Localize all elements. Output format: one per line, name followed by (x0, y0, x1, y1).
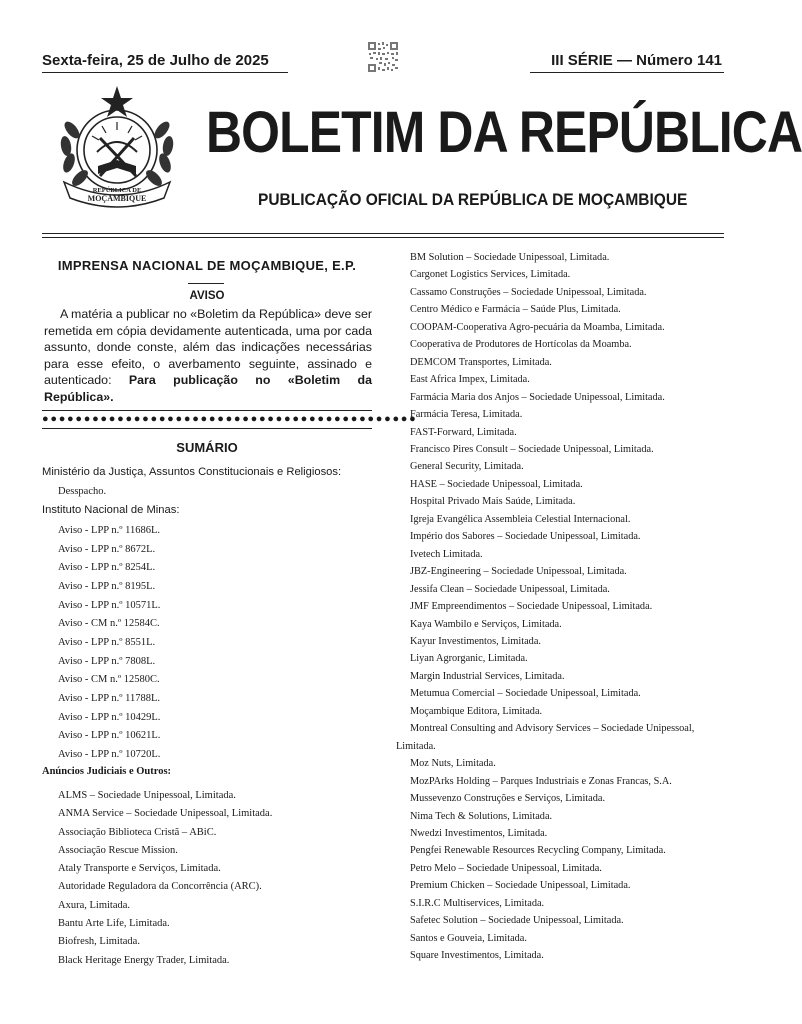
list-item: Centro Médico e Farmácia – Saúde Plus, Limitada. (410, 304, 621, 316)
list-item: Aviso - LPP n.º 10571L. (58, 599, 161, 611)
list-item: Ataly Transporte e Serviços, Limitada. (58, 863, 221, 875)
series-underline (530, 72, 724, 73)
list-item: Aviso - CM n.º 12580C. (58, 674, 160, 686)
list-item: Kaya Wambilo e Serviços, Limitada. (410, 618, 562, 630)
list-item: Black Heritage Energy Trader, Limitada. (58, 954, 230, 966)
aviso-title: AVISO (189, 290, 225, 302)
list-item: Farmácia Maria dos Anjos – Sociedade Unipessoal, Limitada. (410, 391, 665, 403)
aviso-bold-text: Para publicação no «Boletim da República». (44, 373, 372, 404)
list-item: Aviso - LPP n.º 10720L. (58, 748, 161, 760)
list-item: COOPAM-Cooperativa Agro-pecuária da Moamba, Limitada. (410, 321, 665, 333)
list-item: Nima Tech & Solutions, Limitada. (410, 810, 553, 822)
list-item: Hospital Privado Mais Saúde, Limitada. (410, 496, 576, 508)
list-item: Ivetech Limitada. (410, 548, 483, 560)
series-number: III SÉRIE — Número 141 (551, 52, 722, 69)
date-underline (42, 72, 288, 73)
institute-heading: Instituto Nacional de Minas: (42, 504, 180, 516)
list-item: Jessifa Clean – Sociedade Unipessoal, Limitada. (410, 583, 610, 595)
aviso-divider (188, 283, 224, 284)
list-item: Associação Rescue Mission. (58, 844, 178, 856)
list-item: Metumua Comercial – Sociedade Unipessoal, Limitada. (410, 688, 641, 700)
anuncios-right-list (396, 249, 695, 965)
anuncios-left-list (58, 787, 272, 970)
list-item: Mussevenzo Construções e Serviços, Limitada. (410, 793, 606, 805)
list-item: Premium Chicken – Sociedade Unipessoal, Limitada. (410, 880, 631, 892)
page-subtitle: PUBLICAÇÃO OFICIAL DA REPÚBLICA DE MOÇAMBIQUE (258, 191, 688, 209)
list-item: Kayur Investimentos, Limitada. (410, 635, 541, 647)
list-item: Cooperativa de Produtores de Hortícolas da Moamba. (410, 339, 632, 351)
list-item: DEMCOM Transportes, Limitada. (410, 356, 552, 368)
list-item: Liyan Agrorganic, Limitada. (410, 653, 528, 665)
list-item: Cassamo Construções – Sociedade Unipessoal, Limitada. (410, 286, 647, 298)
publication-date: Sexta-feira, 25 de Julho de 2025 (42, 52, 269, 69)
list-item: Farmácia Teresa, Limitada. (410, 409, 523, 421)
list-item: Império dos Sabores – Sociedade Unipessoal, Limitada. (410, 531, 641, 543)
qr-code-icon (367, 41, 399, 73)
list-item: Aviso - LPP n.º 11686L. (58, 525, 161, 536)
national-emblem-icon (42, 82, 192, 212)
list-item: Aviso - LPP n.º 8254L. (58, 562, 156, 574)
list-item: Aviso - LPP n.º 8195L. (58, 580, 156, 592)
list-item: Bantu Arte Life, Limitada. (58, 918, 170, 930)
list-item: Moçambique Editora, Limitada. (410, 705, 543, 717)
list-item: Pengfei Renewable Resources Recycling Company, Limitada. (410, 845, 666, 857)
list-item-continuation: Limitada. (396, 740, 436, 752)
list-item: Moz Nuts, Limitada. (410, 758, 496, 770)
list-item: Safetec Solution – Sociedade Unipessoal, Limitada. (410, 915, 624, 927)
emblem-text-line1: REPÚBLICA DE (92, 187, 142, 194)
list-item: S.I.R.C Multiservices, Limitada. (410, 897, 545, 909)
ministry-heading: Ministério da Justiça, Assuntos Constitucionais e Religiosos: (42, 466, 342, 478)
list-item: Aviso - LPP n.º 11788L. (58, 692, 161, 704)
aviso-body (44, 306, 372, 405)
dotted-separator: ●●●●●●●●●●●●●●●●●●●●●●●●●●●●●●●●●●●●●●●●●●●●● (42, 413, 418, 425)
header-rule-bottom (42, 237, 724, 238)
list-item: General Security, Limitada. (410, 461, 524, 473)
aviso-text: A matéria a publicar no «Boletim da República» deve ser remetida em cópia devidamente autenticada, uma por cada assunto, donde conste, além das indicações necessárias para esse efeito, o averbamento seguinte, assinado e autenticado: (44, 307, 373, 387)
avisos-list (58, 522, 160, 765)
emblem-text-line2: MOÇAMBIQUE (87, 194, 147, 203)
list-item: Biofresh, Limitada. (58, 936, 140, 948)
list-item: Square Investimentos, Limitada. (410, 950, 544, 962)
header-rule-top (42, 233, 724, 234)
list-item: Aviso - LPP n.º 10429L. (58, 711, 161, 723)
list-item: Aviso - LPP n.º 8551L. (58, 636, 156, 648)
list-item: MozPArks Holding – Parques Industriais e Zonas Francas, S.A. (410, 775, 672, 787)
dots-rule-top (42, 410, 372, 411)
list-item: ANMA Service – Sociedade Unipessoal, Limitada. (58, 808, 273, 820)
anuncios-heading: Anúncios Judiciais e Outros: (42, 766, 172, 777)
list-item: Francisco Pires Consult – Sociedade Unipessoal, Limitada. (410, 443, 654, 455)
list-item: Aviso - LPP n.º 7808L. (58, 655, 156, 667)
list-item: East Africa Impex, Limitada. (410, 374, 530, 386)
imprensa-heading: IMPRENSA NACIONAL DE MOÇAMBIQUE, E.P. (57, 258, 357, 273)
list-item: Aviso - LPP n.º 10621L. (58, 730, 161, 742)
list-item: Axura, Limitada. (58, 899, 131, 911)
list-item: Aviso - LPP n.º 8672L. (58, 543, 156, 555)
list-item: Igreja Evangélica Assembleia Celestial Internacional. (410, 513, 631, 525)
sumario-heading: SUMÁRIO (176, 440, 238, 455)
list-item: JMF Empreendimentos – Sociedade Unipessoal, Limitada. (410, 601, 653, 613)
list-item: HASE – Sociedade Unipessoal, Limitada. (410, 478, 583, 490)
list-item: Aviso - CM n.º 12584C. (58, 618, 160, 630)
list-item: Petro Melo – Sociedade Unipessoal, Limitada. (410, 862, 602, 874)
dots-rule-bottom (42, 428, 372, 429)
page-title: BOLETIM DA REPÚBLICA (206, 100, 802, 165)
list-item: Nwedzi Investimentos, Limitada. (410, 827, 548, 839)
list-item: BM Solution – Sociedade Unipessoal, Limitada. (410, 252, 610, 263)
list-item: FAST-Forward, Limitada. (410, 426, 517, 438)
list-item: Santos e Gouveia, Limitada. (410, 932, 527, 944)
despacho-item: Desspacho. (58, 486, 107, 497)
list-item: Margin Industrial Services, Limitada. (410, 670, 565, 682)
list-item: ALMS – Sociedade Unipessoal, Limitada. (58, 790, 236, 801)
list-item: Cargonet Logistics Services, Limitada. (410, 269, 571, 281)
list-item: Montreal Consulting and Advisory Services – Sociedade Unipessoal, (410, 723, 695, 735)
list-item: Associação Biblioteca Cristã – ABiC. (58, 826, 217, 838)
list-item: Autoridade Reguladora da Concorrência (ARC). (58, 881, 262, 893)
list-item: JBZ-Engineering – Sociedade Unipessoal, Limitada. (410, 566, 627, 578)
